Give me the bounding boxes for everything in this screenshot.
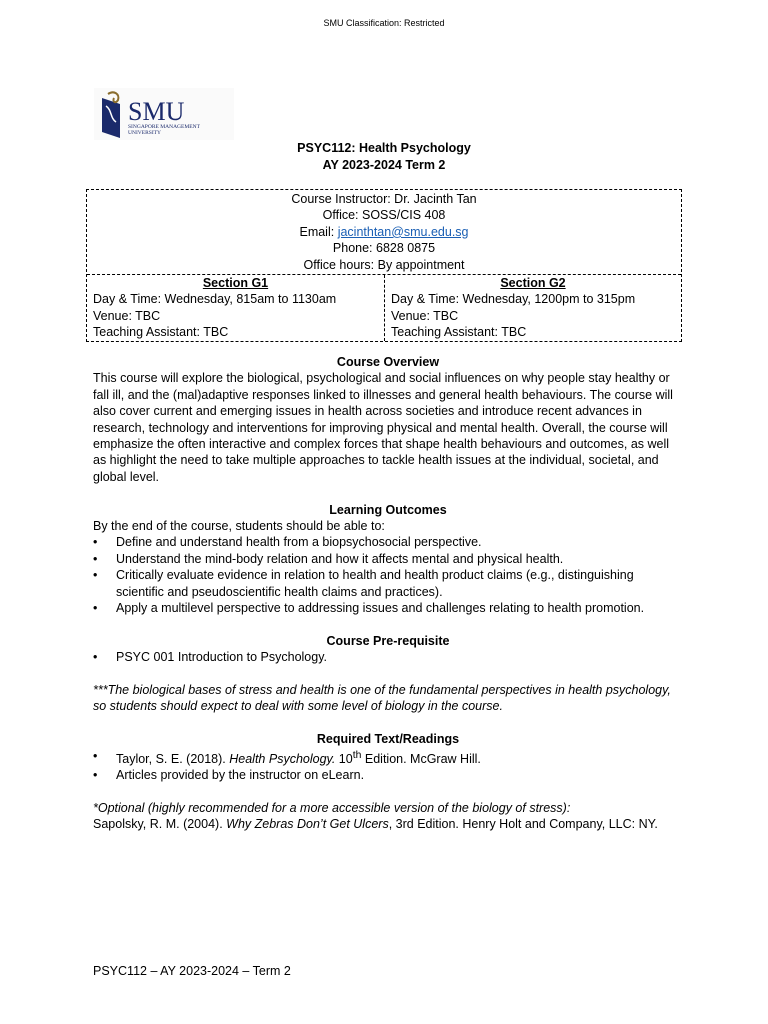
list-item: • Define and understand health from a biopsychosocial perspective. bbox=[93, 534, 683, 550]
section-time: Day & Time: Wednesday, 1200pm to 315pm bbox=[391, 292, 636, 307]
logo-subtext-1: SINGAPORE MANAGEMENT bbox=[128, 124, 200, 130]
page-footer: PSYC112 – AY 2023-2024 – Term 2 bbox=[93, 964, 291, 978]
instructor-office: Office: SOSS/CIS 408 bbox=[322, 208, 446, 223]
instructor-name: Course Instructor: Dr. Jacinth Tan bbox=[291, 192, 477, 206]
reading-author: Taylor, S. E. (2018). bbox=[116, 751, 230, 766]
section-ta: Teaching Assistant: TBC bbox=[391, 325, 527, 340]
sections-row bbox=[87, 275, 681, 341]
section-time: Day & Time: Wednesday, 815am to 1130am bbox=[93, 292, 337, 307]
overview-heading: Course Overview bbox=[336, 355, 440, 369]
list-item: • Understand the mind-body relation and how it affects mental and physical health. bbox=[93, 551, 683, 567]
prereq-list bbox=[93, 649, 683, 665]
optional-author: Sapolsky, R. M. (2004). bbox=[93, 817, 227, 832]
list-item: • Apply a multilevel perspective to addressing issues and challenges relating to health promotion. bbox=[93, 600, 683, 616]
email-label: Email: bbox=[299, 224, 338, 239]
list-item bbox=[93, 748, 683, 768]
logo-text: SMU bbox=[128, 97, 185, 126]
email-link[interactable]: jacinthtan@smu.edu.sg bbox=[337, 224, 469, 239]
list-item: • Articles provided by the instructor on eLearn. bbox=[93, 767, 683, 783]
readings-list bbox=[93, 748, 683, 784]
instructor-email-line bbox=[87, 224, 681, 240]
section-g2 bbox=[384, 275, 681, 341]
outcomes-list bbox=[93, 534, 683, 616]
section-venue: Venue: TBC bbox=[391, 308, 459, 323]
list-item: • PSYC 001 Introduction to Psychology. bbox=[93, 649, 683, 665]
instructor-info bbox=[87, 190, 681, 275]
section-title: Section G2 bbox=[500, 276, 566, 291]
instructor-phone: Phone: 6828 0875 bbox=[332, 241, 436, 256]
document-heading bbox=[0, 140, 768, 173]
section-venue: Venue: TBC bbox=[93, 308, 161, 323]
overview-text: This course will explore the biological, psychological and social influences on why people stay healthy or fall ill, and the (mal)adaptive responses linked to illnesses and general health behaviours. The course will also cover current and emerging issues in health across societies and introduce recent advances in research, technology and interventions for improving physical and mental health. Overall, the course will emphasize the often interactive and complex forces that shape health behaviours and outcomes, as well as highlight the need to take multiple approaches to tackle health issues at the individual, societal, and global level. bbox=[93, 371, 673, 484]
readings-heading: Required Text/Readings bbox=[316, 732, 460, 747]
course-info-table bbox=[86, 189, 682, 342]
course-term: AY 2023-2024 Term 2 bbox=[322, 157, 446, 172]
outcomes-intro: By the end of the course, students should be able to: bbox=[93, 519, 385, 534]
smu-logo bbox=[94, 88, 234, 140]
optional-note: *Optional (highly recommended for a more accessible version of the biology of stress): bbox=[93, 801, 571, 816]
prereq-note: ***The biological bases of stress and health is one of the fundamental perspectives in health psychology, so students should expect to deal with some level of biology in the course. bbox=[93, 683, 671, 714]
classification-label: SMU Classification: Restricted bbox=[323, 18, 445, 28]
course-title: PSYC112: Health Psychology bbox=[297, 141, 471, 155]
prereq-heading: Course Pre-requisite bbox=[326, 633, 450, 648]
reading-title: Health Psychology. bbox=[229, 751, 336, 766]
optional-publisher: , 3rd Edition. Henry Holt and Company, LLC: NY. bbox=[388, 817, 658, 832]
reading-edition-suffix: th bbox=[352, 749, 362, 761]
optional-reading bbox=[93, 816, 683, 832]
outcomes-heading: Learning Outcomes bbox=[329, 502, 447, 517]
reading-edition-number: 10 bbox=[335, 751, 353, 766]
section-g1 bbox=[87, 275, 384, 341]
reading-publisher: Edition. McGraw Hill. bbox=[361, 751, 481, 766]
document-body bbox=[93, 354, 683, 833]
list-item: • Critically evaluate evidence in relation to health and health product claims (e.g., distinguishing scientific and pseudoscientific health claims and practices). bbox=[93, 567, 683, 600]
logo-subtext-2: UNIVERSITY bbox=[128, 130, 161, 136]
section-ta: Teaching Assistant: TBC bbox=[93, 325, 229, 340]
optional-title: Why Zebras Don’t Get Ulcers bbox=[226, 817, 389, 832]
section-title: Section G1 bbox=[202, 276, 269, 291]
instructor-hours: Office hours: By appointment bbox=[303, 257, 465, 272]
